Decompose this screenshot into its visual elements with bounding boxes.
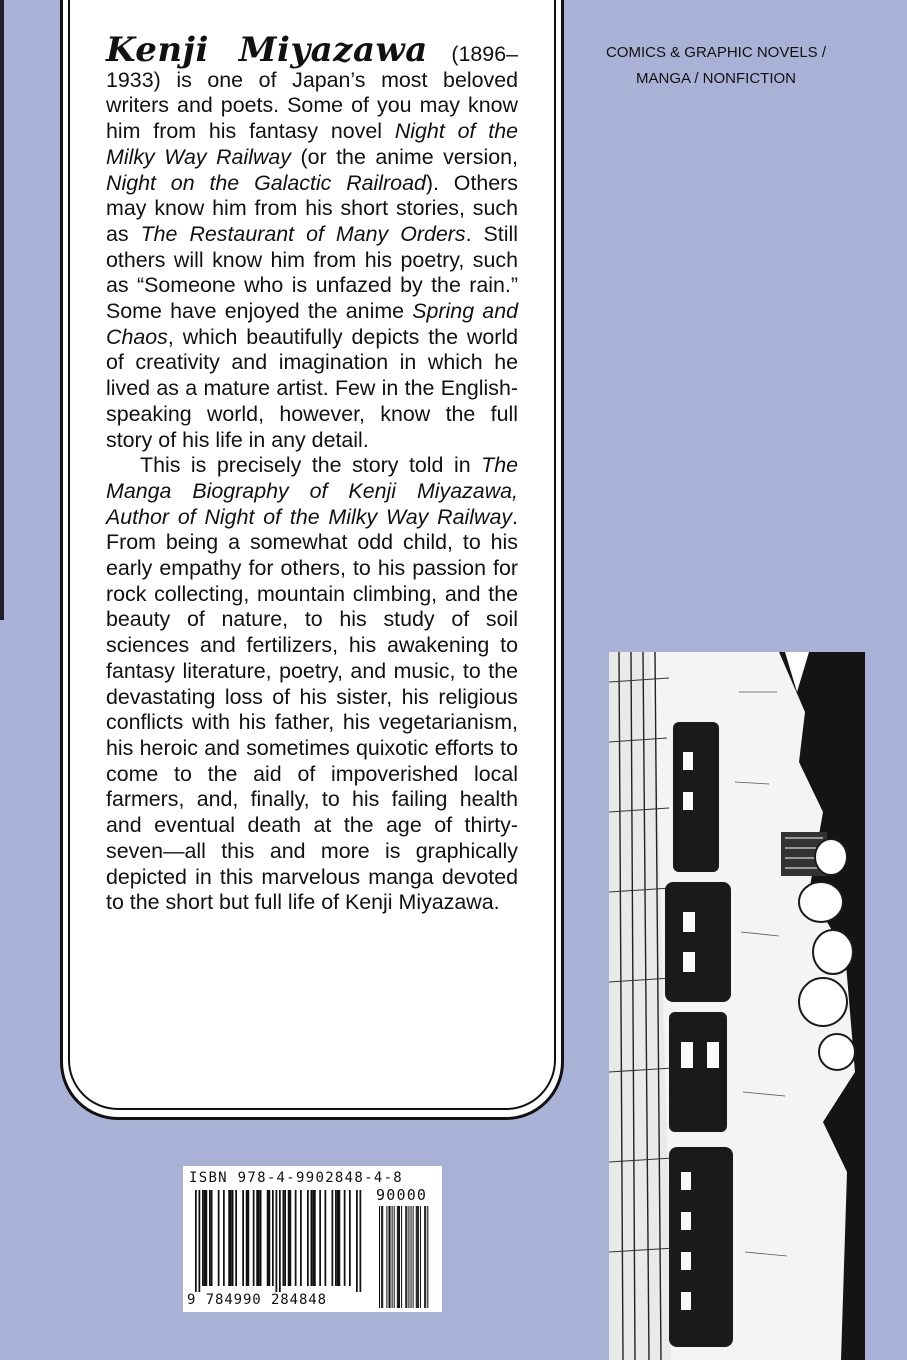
train-illustration xyxy=(609,652,865,1360)
blurb-paragraph-1-body xyxy=(106,42,518,452)
addon-bar xyxy=(418,1206,419,1308)
addon-bar xyxy=(411,1206,412,1308)
barcode-bar xyxy=(300,1190,302,1286)
addon-bar xyxy=(382,1206,383,1308)
addon-bar xyxy=(381,1206,382,1308)
barcode-bar xyxy=(360,1190,362,1292)
blurb-p1-run-8: , which beautifully depicts the world of creativity and imagination in which he lived as a mature artist. Few in the English-speaking world, however, know the full story of his life in any detail. xyxy=(106,324,518,452)
price-code: 90000 xyxy=(376,1186,428,1204)
barcode-bar xyxy=(223,1190,225,1286)
barcode-bar xyxy=(349,1190,351,1286)
barcode-bar xyxy=(288,1190,290,1286)
barcode-bar xyxy=(206,1190,208,1286)
addon-bar xyxy=(388,1206,389,1308)
barcode-bar xyxy=(230,1190,232,1286)
addon-bar xyxy=(413,1206,414,1308)
category-line-2: MANGA / NONFICTION xyxy=(635,70,796,87)
barcode-bar xyxy=(253,1190,255,1286)
barcode-bar xyxy=(314,1190,316,1286)
blurb-p1-run-1: Night of the Milky Way Railway xyxy=(106,119,518,169)
addon-bar xyxy=(405,1206,406,1308)
blurb-p2-run-0: This is precisely the story told in xyxy=(140,453,482,478)
barcode-bar xyxy=(307,1190,309,1286)
barcode-bar xyxy=(228,1190,230,1286)
addon-bar xyxy=(390,1206,391,1308)
blurb-p1-run-5: The Restaurant of Many Orders xyxy=(140,221,466,246)
blurb-p2-run-1: The Manga Biography of Kenji Miyazawa, Author of Night of the Milky Way Railway xyxy=(106,453,518,529)
barcode-bar xyxy=(195,1190,197,1292)
blurb-p1-run-4: ). Others may know him from his short stories, such as xyxy=(106,170,519,246)
barcode-bar xyxy=(211,1190,213,1286)
barcode-bar xyxy=(312,1190,314,1286)
blurb-p1-run-7: Spring and Chaos xyxy=(106,299,519,349)
addon-bar xyxy=(392,1206,393,1308)
blurb-paragraph-2 xyxy=(106,453,518,916)
barcode-bar xyxy=(335,1190,337,1286)
barcode-bar xyxy=(279,1190,281,1292)
addon-bar xyxy=(427,1206,428,1308)
addon-bar xyxy=(401,1206,402,1308)
barcode-bar xyxy=(258,1190,260,1286)
barcode-bar xyxy=(276,1190,278,1292)
addon-bar xyxy=(408,1206,409,1308)
barcode-bar xyxy=(242,1190,244,1286)
barcode-bar xyxy=(267,1190,269,1286)
barcode-bar xyxy=(311,1190,313,1286)
addon-bar xyxy=(386,1206,387,1308)
barcode-bar xyxy=(209,1190,211,1286)
barcode-bar xyxy=(344,1190,346,1286)
addon-bar xyxy=(398,1206,399,1308)
barcode-bar xyxy=(272,1190,274,1286)
addon-bar xyxy=(424,1206,425,1308)
blurb-p1-run-2: (or the anime version, xyxy=(290,144,518,169)
blurb-p1-run-3: Night on the Galactic Railroad xyxy=(106,170,426,195)
addon-bar xyxy=(397,1206,398,1308)
blurb-p1-run-0: (1896–1933) is one of Japan’s most beloved writers and poets. Some of you may know him from his fantasy novel xyxy=(106,42,518,144)
blurb-text xyxy=(106,30,519,916)
addon-bar xyxy=(406,1206,407,1308)
barcode-bar xyxy=(260,1190,262,1286)
barcode-bar xyxy=(332,1190,334,1286)
barcode-bar xyxy=(339,1190,341,1286)
barcode-bar xyxy=(290,1190,292,1286)
barcode-bar xyxy=(283,1190,285,1286)
barcode-bar xyxy=(284,1190,286,1286)
category-label xyxy=(596,40,836,92)
barcode-bar xyxy=(204,1190,206,1286)
barcode-bar xyxy=(256,1190,258,1286)
author-name-script: Kenji Miyazawa xyxy=(106,30,428,70)
barcode-bar xyxy=(319,1190,321,1286)
blurb-paragraph-1 xyxy=(106,30,519,453)
addon-bar xyxy=(399,1206,400,1308)
left-edge-strip xyxy=(0,0,4,620)
barcode-bar xyxy=(337,1190,339,1286)
barcode-bar xyxy=(232,1190,234,1286)
blurb-p2-run-2: . From being a somewhat odd child, to his early empathy for others, to his passion for rock collecting, mountain climbing, and the beauty of nature, to his study of soil sciences and fertilizers, his awakening to fantasy literature, poetry, and music, to the devastating loss of his sister, his religious conflicts with his father, his vegetarianism, his heroic and sometimes quixotic efforts to come to the aid of impoverished local farmers, and, finally, to his failing health and eventual death at the age of thirty-seven—all this and more is graphically depicted in this marvelous manga devoted to the short but full life of Kenji Miyazawa. xyxy=(106,504,518,915)
barcode-bar xyxy=(246,1190,248,1286)
barcode-bar xyxy=(356,1190,358,1292)
barcode-bar xyxy=(235,1190,237,1286)
ean-digits: 9 784990 284848 xyxy=(187,1292,327,1308)
isbn-label: ISBN 978-4-9902848-4-8 xyxy=(189,1170,404,1186)
addon-bar xyxy=(420,1206,421,1308)
addon-bar xyxy=(379,1206,380,1308)
addon-bar xyxy=(425,1206,426,1308)
barcode-bar xyxy=(202,1190,204,1286)
isbn-barcode xyxy=(183,1166,442,1312)
blurb-p1-run-6: . Still others will know him from his poetry, such as “Someone who is unfazed by the rain.” Some have enjoyed the anime xyxy=(106,221,518,324)
barcode-bar xyxy=(248,1190,250,1286)
barcode-bar xyxy=(199,1190,201,1292)
barcode-bars xyxy=(183,1166,442,1312)
barcode-bar xyxy=(325,1190,327,1286)
addon-bar xyxy=(394,1206,395,1308)
barcode-bar xyxy=(295,1190,297,1286)
train-illustration-image xyxy=(609,652,865,1360)
category-line-1: COMICS & GRAPHIC NOVELS / xyxy=(605,44,827,61)
addon-bar xyxy=(416,1206,417,1308)
barcode-bar xyxy=(269,1190,271,1286)
barcode-bar xyxy=(218,1190,220,1286)
addon-bar xyxy=(417,1206,418,1308)
